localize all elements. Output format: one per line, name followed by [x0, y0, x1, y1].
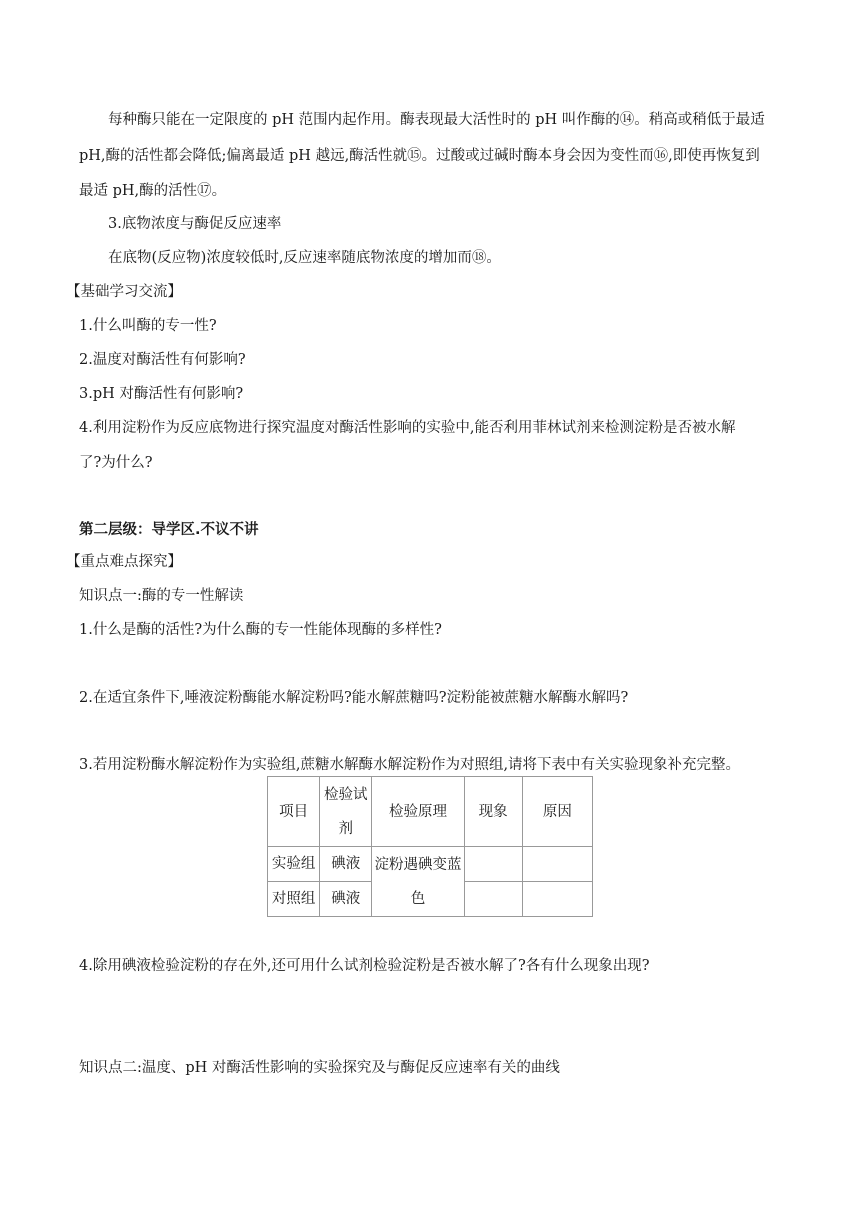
knowledge-point-1: 知识点一:酶的专一性解读 [79, 588, 244, 604]
row1-reason [522, 847, 592, 882]
substrate-paragraph: 在底物(反应物)浓度较低时,反应速率随底物浓度的增加而⑱。 [108, 250, 501, 266]
row1-item: 实验组 [268, 847, 320, 882]
experiment-table [267, 776, 593, 917]
ph-paragraph-line-1: 每种酶只能在一定限度的 pH 范围内起作用。酶表现最大活性时的 pH 叫作酶的⑭。稍高或稍低于最适 [108, 112, 765, 128]
basic-question-4: 4.利用淀粉作为反应底物进行探究温度对酶活性影响的实验中,能否利用菲林试剂来检测淀粉是否被水解 [79, 420, 736, 436]
question-4: 4.除用碘液检验淀粉的存在外,还可用什么试剂检验淀粉是否被水解了?各有什么现象出现? [79, 958, 650, 974]
header-phenomenon: 现象 [464, 777, 522, 847]
row1-phenomenon [464, 847, 522, 882]
substrate-heading: 3.底物浓度与酶促反应速率 [108, 216, 282, 232]
basic-question-2: 2.温度对酶活性有何影响? [79, 352, 246, 368]
shared-principle-cell: 淀粉遇碘变蓝色 [372, 847, 464, 917]
basic-question-4-cont: 了?为什么? [79, 455, 153, 471]
row2-item: 对照组 [268, 882, 320, 917]
ph-paragraph-line-2: pH,酶的活性都会降低;偏离最适 pH 越远,酶活性就⑮。过酸或过碱时酶本身会因为变性而⑯,即使再恢复到 [79, 148, 760, 164]
row2-reason [522, 882, 592, 917]
header-item: 项目 [268, 777, 320, 847]
level2-title: 第二层级：导学区.不议不讲 [79, 522, 259, 538]
table-header-row [268, 777, 593, 847]
header-reason: 原因 [522, 777, 592, 847]
row1-reagent: 碘液 [320, 847, 372, 882]
table-row [268, 847, 593, 882]
row2-reagent: 碘液 [320, 882, 372, 917]
basic-question-3: 3.pH 对酶活性有何影响? [79, 386, 244, 402]
question-3: 3.若用淀粉酶水解淀粉作为实验组,蔗糖水解酶水解淀粉作为对照组,请将下表中有关实验现象补充完整。 [79, 757, 741, 773]
ph-paragraph-line-3: 最适 pH,酶的活性⑰。 [79, 183, 227, 199]
row2-phenomenon [464, 882, 522, 917]
key-difficulty-heading: 【重点难点探究】 [66, 554, 182, 570]
question-2: 2.在适宜条件下,唾液淀粉酶能水解淀粉吗?能水解蔗糖吗?淀粉能被蔗糖水解酶水解吗? [79, 690, 629, 706]
header-reagent: 检验试剂 [320, 777, 372, 847]
question-1: 1.什么是酶的活性?为什么酶的专一性能体现酶的多样性? [79, 622, 442, 638]
knowledge-point-2: 知识点二:温度、pH 对酶活性影响的实验探究及与酶促反应速率有关的曲线 [79, 1060, 560, 1076]
basic-exchange-heading: 【基础学习交流】 [66, 284, 182, 300]
header-principle: 检验原理 [372, 777, 464, 847]
basic-question-1: 1.什么叫酶的专一性? [79, 318, 217, 334]
